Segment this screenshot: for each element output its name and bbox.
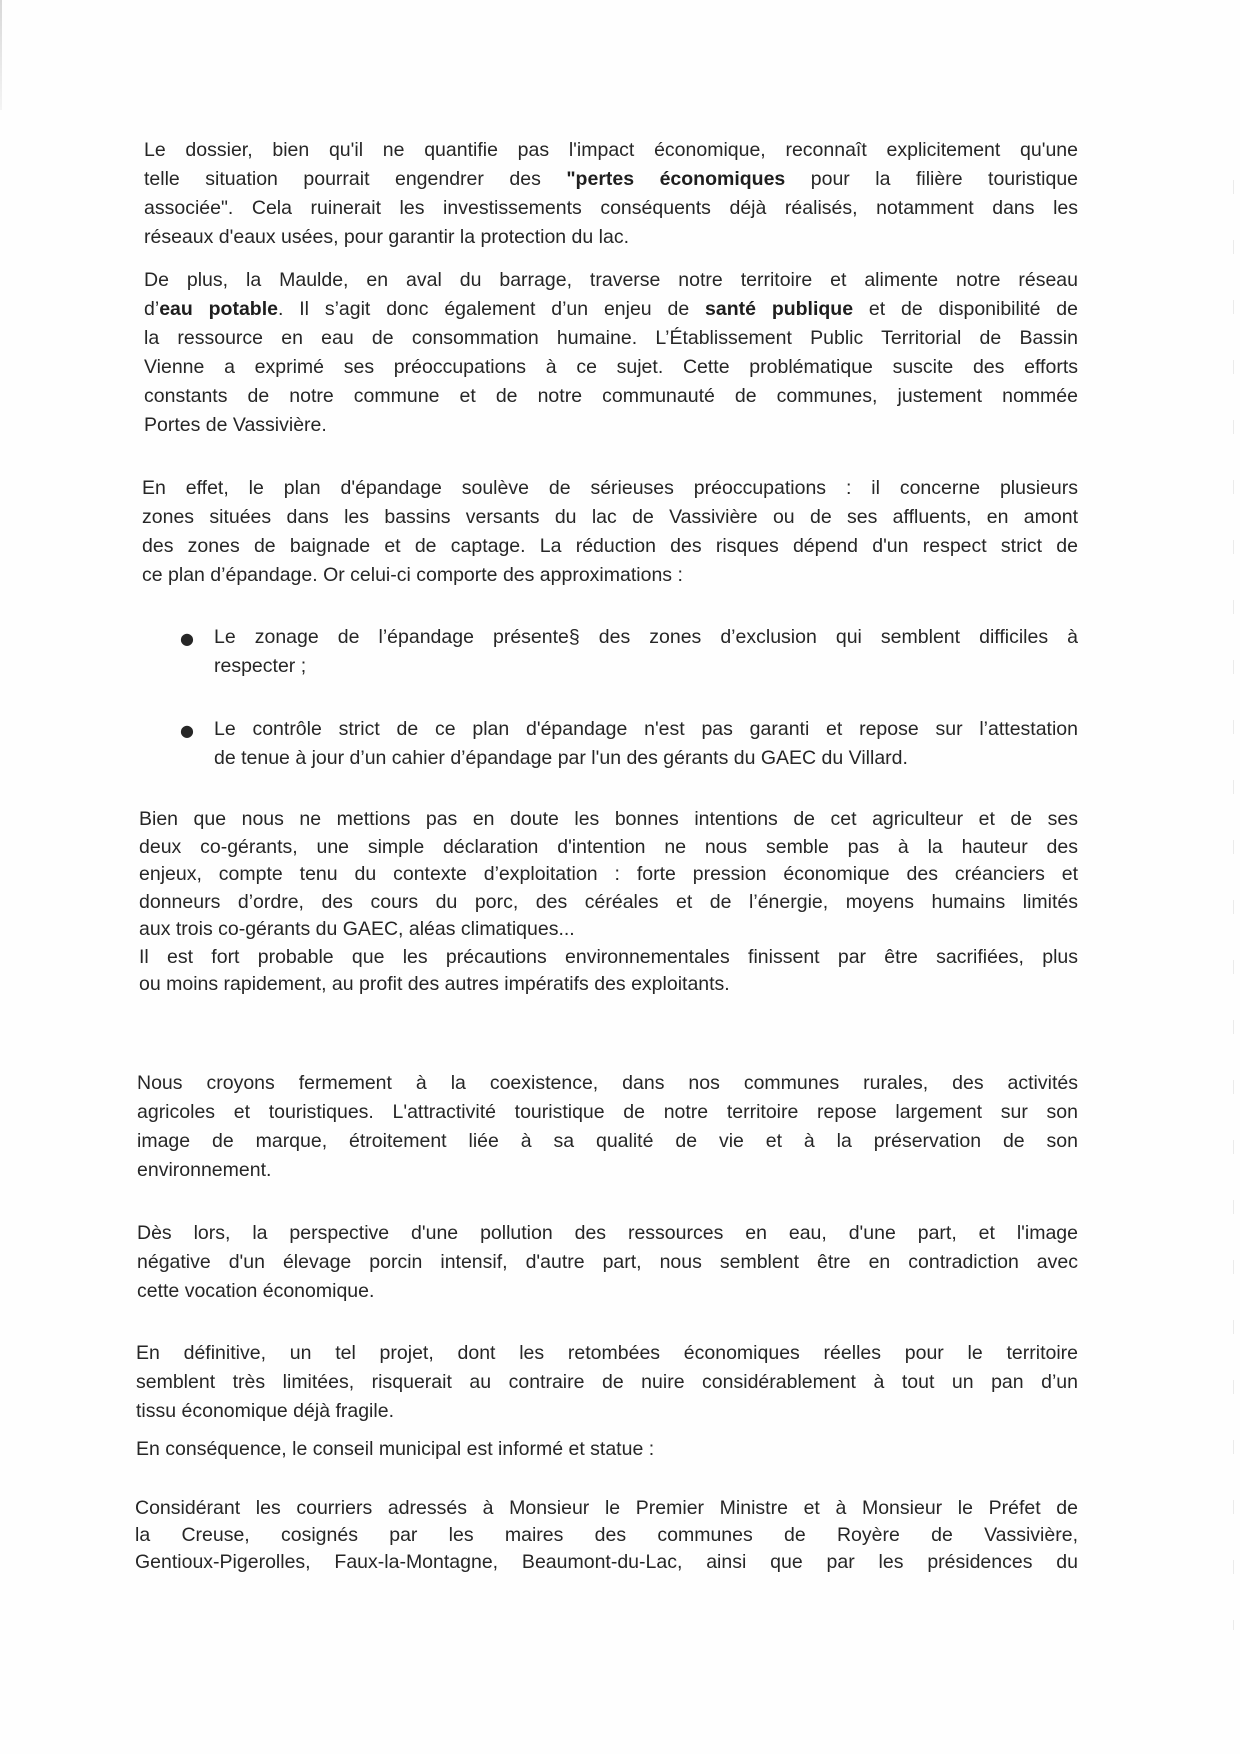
text-line: Gentioux-Pigerolles, Faux-la-Montagne, Beaumont-du-Lac, ainsi que par les présidences du <box>135 1551 1078 1573</box>
text-line: En conséquence, le conseil municipal est informé et statue : <box>136 1438 655 1460</box>
text-line <box>144 295 1078 324</box>
paragraph-spreading-plan <box>142 474 1078 590</box>
text-line: Portes de Vassivière. <box>144 414 327 436</box>
text-line: réseaux d'eaux usées, pour garantir la protection du lac. <box>144 226 630 248</box>
text-line: enjeux, compte tenu du contexte d’exploitation : forte pression économique des créanciers et <box>139 863 1078 885</box>
text-line: zones situées dans les bassins versants du lac de Vassivière ou de ses affluents, en amont <box>142 506 1078 528</box>
paragraph-pollution <box>137 1219 1078 1306</box>
bullet-item-control <box>214 715 1078 773</box>
text-line: En effet, le plan d'épandage soulève de sérieuses préoccupations : il concerne plusieurs <box>142 477 1078 499</box>
bullet-marker-icon: ● <box>180 629 194 648</box>
text-run: et de disponibilité de <box>853 298 1078 320</box>
bullet-marker-icon: ● <box>180 721 194 740</box>
text-line: des zones de baignade et de captage. La réduction des risques dépend d'un respect strict de <box>142 535 1078 557</box>
text-line: En définitive, un tel projet, dont les retombées économiques réelles pour le territoire <box>136 1342 1078 1364</box>
text-line: Le zonage de l’épandage présente§ des zones d’exclusion qui semblent difficiles à <box>214 626 1078 648</box>
text-line: cette vocation économique. <box>137 1280 375 1302</box>
text-line: respecter ; <box>214 655 307 677</box>
paragraph-economic-losses <box>144 136 1078 252</box>
text-line: agricoles et touristiques. L'attractivité touristique de notre territoire repose largement sur son <box>137 1101 1078 1123</box>
text-line: deux co-gérants, une simple déclaration d'intention ne nous semble pas à la hauteur des <box>139 835 1078 858</box>
paragraph-intentions <box>139 806 1078 999</box>
text-line: image de marque, étroitement liée à sa qualité de vie et à la préservation de son <box>137 1130 1078 1152</box>
text-line: donneurs d’ordre, des cours du porc, des céréales et de l’énergie, moyens humains limités <box>139 890 1078 913</box>
paragraph-council-statement <box>136 1435 1078 1464</box>
paragraph-coexistence <box>137 1069 1078 1185</box>
text-line: constants de notre commune et de notre communauté de communes, justement nommée <box>144 385 1078 407</box>
text-line: ou moins rapidement, au profit des autres impératifs des exploitants. <box>139 973 730 995</box>
text-line: tissu économique déjà fragile. <box>136 1400 394 1422</box>
text-line <box>144 165 1078 194</box>
paragraph-conclusion <box>136 1339 1078 1426</box>
text-line: semblent très limitées, risquerait au contraire de nuire considérablement à tout un pan d’un <box>136 1371 1078 1393</box>
text-line: aux trois co-gérants du GAEC, aléas climatiques... <box>139 918 575 940</box>
text-line: Le contrôle strict de ce plan d'épandage n'est pas garanti et repose sur l’attestation <box>214 718 1078 740</box>
text-line: Il est fort probable que les précautions environnementales finissent par être sacrifiées, plus <box>139 945 1078 968</box>
text-line: De plus, la Maulde, en aval du barrage, traverse notre territoire et alimente notre réseau <box>144 269 1078 291</box>
bullet-item-zoning <box>214 623 1078 681</box>
text-line: Dès lors, la perspective d'une pollution des ressources en eau, d'une part, et l'image <box>137 1222 1078 1244</box>
text-line: Considérant les courriers adressés à Monsieur le Premier Ministre et à Monsieur le Préfet de <box>135 1497 1078 1519</box>
text-run: pour la filière touristique <box>785 168 1079 190</box>
text-run: . Il s’agit donc également d’un enjeu de <box>277 298 706 320</box>
text-line: Bien que nous ne mettions pas en doute les bonnes intentions de cet agriculteur et de ses <box>139 808 1078 830</box>
text-line: Le dossier, bien qu'il ne quantifie pas l'impact économique, reconnaît explicitement qu'une <box>144 139 1078 161</box>
text-line: Nous croyons fermement à la coexistence, dans nos communes rurales, des activités <box>137 1072 1078 1094</box>
bold-phrase-sante-publique: santé publique <box>705 298 854 320</box>
scan-edge-right <box>1233 180 1234 1630</box>
text-line: associée". Cela ruinerait les investissements conséquents déjà réalisés, notamment dans les <box>144 197 1078 219</box>
bold-phrase-eau-potable: eau potable <box>159 298 278 320</box>
text-line: la Creuse, cosignés par les maires des communes de Royère de Vassivière, <box>135 1524 1078 1546</box>
text-run: telle situation pourrait engendrer des <box>144 168 567 190</box>
paragraph-considering-letters <box>135 1495 1078 1576</box>
text-line: la ressource en eau de consommation humaine. L’Établissement Public Territorial de Bassin <box>144 327 1078 349</box>
text-line: de tenue à jour d’un cahier d’épandage par l'un des gérants du GAEC du Villard. <box>214 747 908 769</box>
text-line: négative d'un élevage porcin intensif, d'autre part, nous semblent être en contradiction avec <box>137 1251 1078 1273</box>
text-line: environnement. <box>137 1159 272 1181</box>
paragraph-drinking-water <box>144 266 1078 440</box>
text-line: ce plan d’épandage. Or celui-ci comporte des approximations : <box>142 564 683 586</box>
bold-phrase-pertes-economiques: "pertes économiques <box>566 168 786 190</box>
scan-edge-left <box>0 0 2 110</box>
text-line: Vienne a exprimé ses préoccupations à ce sujet. Cette problématique suscite des efforts <box>144 356 1078 378</box>
text-run: d’ <box>144 298 160 320</box>
